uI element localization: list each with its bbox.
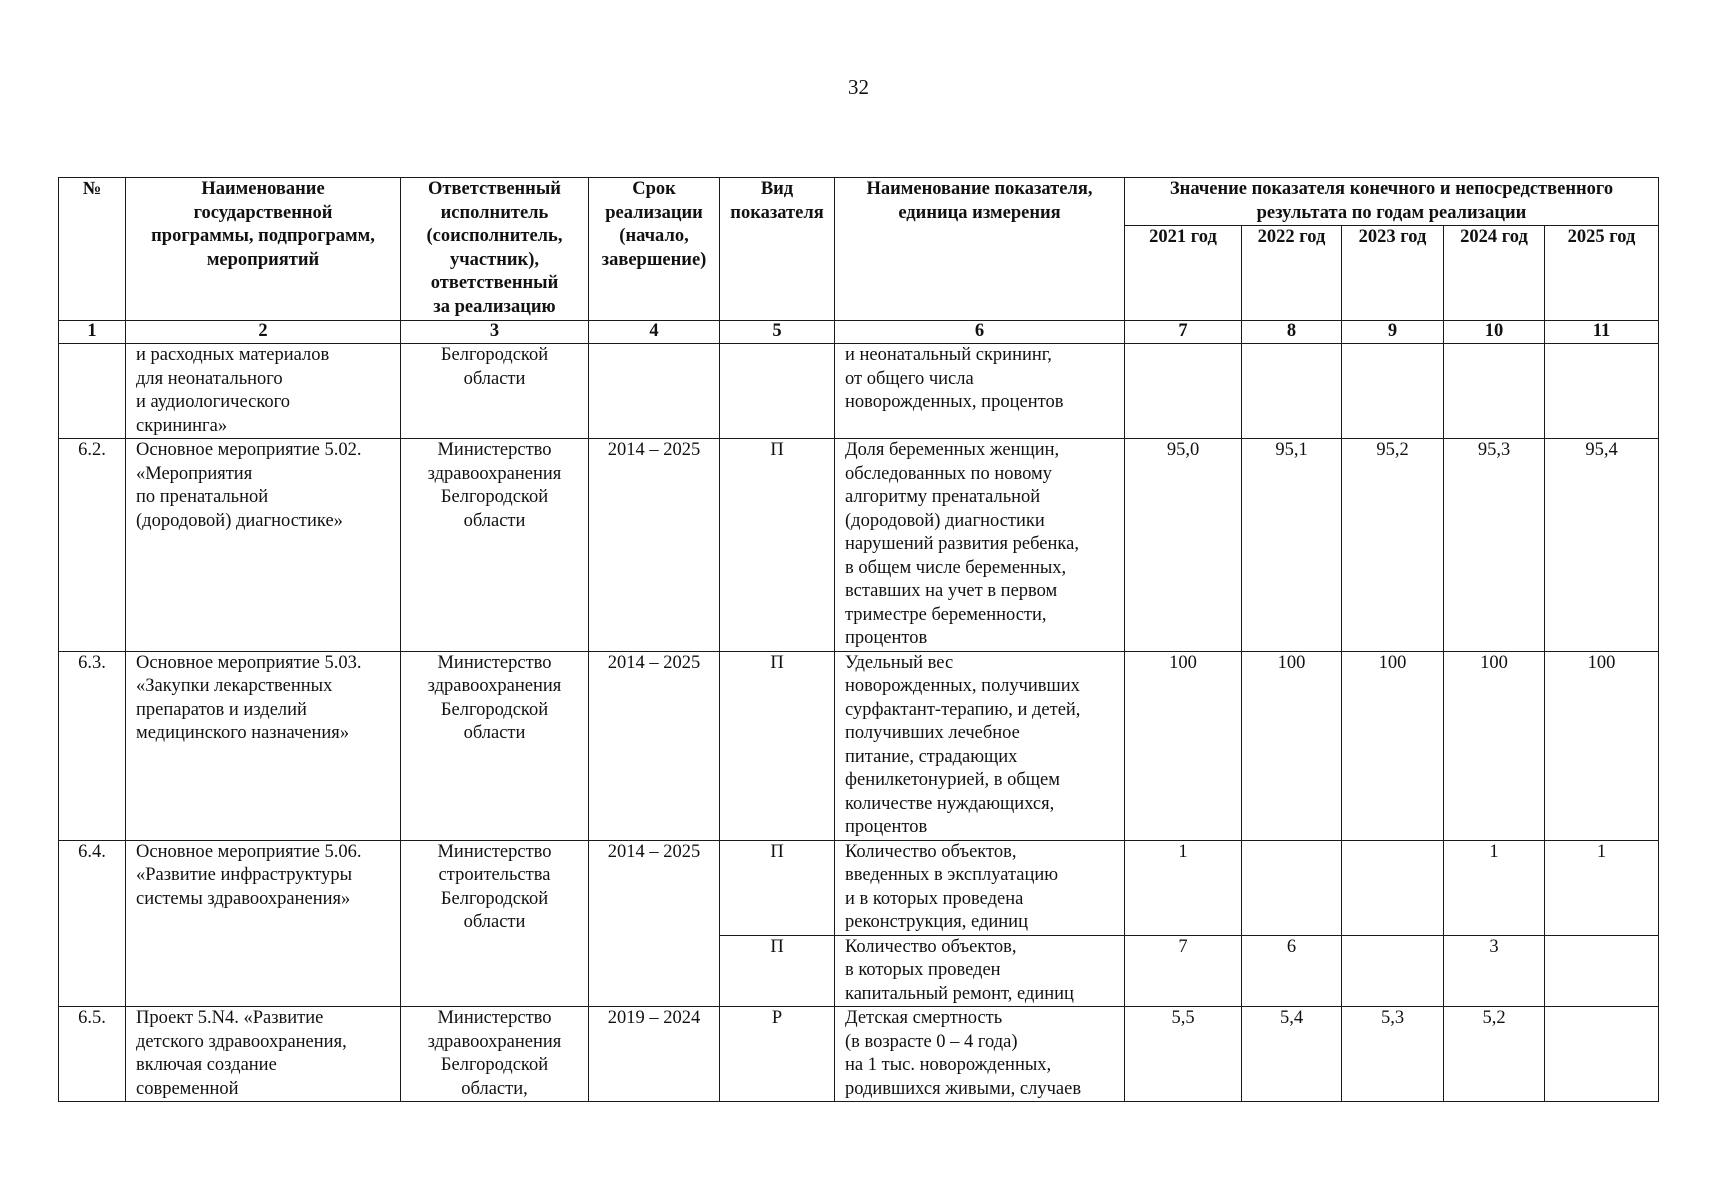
indicator-table xyxy=(58,177,1659,1102)
row-executor: Министерство здравоохранения Белгородской области xyxy=(401,439,589,652)
row-value-2023 xyxy=(1342,935,1444,1007)
row-value-2021 xyxy=(1125,344,1242,439)
row-term: 2019 – 2024 xyxy=(589,1007,720,1102)
row-program-name: Основное мероприятие 5.06. «Развитие инфраструктуры системы здравоохранения» xyxy=(126,840,401,1007)
column-number: 7 xyxy=(1125,321,1242,344)
row-number: 6.4. xyxy=(59,840,126,1007)
row-indicator-type: П xyxy=(720,439,835,652)
column-number: 1 xyxy=(59,321,126,344)
row-value-2024 xyxy=(1444,344,1545,439)
row-value-2024: 95,3 xyxy=(1444,439,1545,652)
row-indicator-name: и неонатальный скрининг, от общего числа новорожденных, процентов xyxy=(835,344,1125,439)
row-indicator-type xyxy=(720,344,835,439)
column-number: 3 xyxy=(401,321,589,344)
column-number: 4 xyxy=(589,321,720,344)
row-value-2024: 3 xyxy=(1444,935,1545,1007)
row-executor: Белгородской области xyxy=(401,344,589,439)
row-indicator-type: П xyxy=(720,651,835,840)
column-number: 11 xyxy=(1545,321,1659,344)
row-value-2021: 100 xyxy=(1125,651,1242,840)
row-executor: Министерство строительства Белгородской области xyxy=(401,840,589,1007)
table-row xyxy=(59,439,1659,652)
header-year-2021: 2021 год xyxy=(1125,226,1242,321)
row-value-2022: 100 xyxy=(1242,651,1342,840)
row-executor: Министерство здравоохранения Белгородской области xyxy=(401,651,589,840)
row-indicator-type: П xyxy=(720,840,835,935)
column-number: 5 xyxy=(720,321,835,344)
header-indicator-type: Вид показателя xyxy=(720,178,835,321)
header-program-name: Наименование государственной программы, подпрограмм, мероприятий xyxy=(126,178,401,321)
row-number: 6.3. xyxy=(59,651,126,840)
row-value-2023: 100 xyxy=(1342,651,1444,840)
row-indicator-name: Детская смертность (в возрасте 0 – 4 года) на 1 тыс. новорожденных, родившихся живыми, случаев xyxy=(835,1007,1125,1102)
row-value-2021: 7 xyxy=(1125,935,1242,1007)
header-number: № xyxy=(59,178,126,321)
row-value-2022 xyxy=(1242,344,1342,439)
column-number-row xyxy=(59,321,1659,344)
table-row xyxy=(59,1007,1659,1102)
row-value-2025: 100 xyxy=(1545,651,1659,840)
row-value-2021: 1 xyxy=(1125,840,1242,935)
header-executor: Ответственный исполнитель (соисполнитель, участник), ответственный за реализацию xyxy=(401,178,589,321)
row-indicator-type: Р xyxy=(720,1007,835,1102)
table-row xyxy=(59,840,1659,935)
row-term: 2014 – 2025 xyxy=(589,840,720,1007)
row-value-2025: 1 xyxy=(1545,840,1659,935)
row-indicator-name: Доля беременных женщин, обследованных по новому алгоритму пренатальной (дородовой) диагностики нарушений развития ребенка, в общем числе беременных, вставших на учет в первом триместре беременности, процентов xyxy=(835,439,1125,652)
row-value-2025 xyxy=(1545,1007,1659,1102)
row-indicator-name: Количество объектов, в которых проведен капитальный ремонт, единиц xyxy=(835,935,1125,1007)
row-executor: Министерство здравоохранения Белгородской области, xyxy=(401,1007,589,1102)
header-term: Срок реализации (начало, завершение) xyxy=(589,178,720,321)
row-number: 6.5. xyxy=(59,1007,126,1102)
row-value-2022 xyxy=(1242,840,1342,935)
header-year-2022: 2022 год xyxy=(1242,226,1342,321)
row-program-name: и расходных материалов для неонатального и аудиологического скрининга» xyxy=(126,344,401,439)
row-term: 2014 – 2025 xyxy=(589,439,720,652)
column-number: 9 xyxy=(1342,321,1444,344)
row-program-name: Основное мероприятие 5.02. «Мероприятия по пренатальной (дородовой) диагностике» xyxy=(126,439,401,652)
column-number: 6 xyxy=(835,321,1125,344)
row-value-2022: 95,1 xyxy=(1242,439,1342,652)
row-value-2023: 95,2 xyxy=(1342,439,1444,652)
header-indicator-name: Наименование показателя, единица измерения xyxy=(835,178,1125,321)
table-row xyxy=(59,651,1659,840)
row-number: 6.2. xyxy=(59,439,126,652)
header-values-group: Значение показателя конечного и непосредственного результата по годам реализации xyxy=(1125,178,1659,226)
row-indicator-name: Количество объектов, введенных в эксплуатацию и в которых проведена реконструкция, единиц xyxy=(835,840,1125,935)
page-number: 32 xyxy=(848,75,869,99)
header-row xyxy=(59,178,1659,226)
row-value-2021: 95,0 xyxy=(1125,439,1242,652)
column-number: 2 xyxy=(126,321,401,344)
header-year-2023: 2023 год xyxy=(1342,226,1444,321)
row-value-2023 xyxy=(1342,840,1444,935)
row-value-2024: 5,2 xyxy=(1444,1007,1545,1102)
row-value-2022: 6 xyxy=(1242,935,1342,1007)
row-value-2021: 5,5 xyxy=(1125,1007,1242,1102)
row-indicator-name: Удельный вес новорожденных, получивших сурфактант-терапию, и детей, получивших лечебное питание, страдающих фенилкетонурией, в общем количестве нуждающихся, процентов xyxy=(835,651,1125,840)
row-value-2023: 5,3 xyxy=(1342,1007,1444,1102)
row-value-2025: 95,4 xyxy=(1545,439,1659,652)
row-value-2023 xyxy=(1342,344,1444,439)
row-value-2024: 100 xyxy=(1444,651,1545,840)
row-value-2022: 5,4 xyxy=(1242,1007,1342,1102)
row-value-2025 xyxy=(1545,344,1659,439)
column-number: 8 xyxy=(1242,321,1342,344)
row-program-name: Основное мероприятие 5.03. «Закупки лекарственных препаратов и изделий медицинского назначения» xyxy=(126,651,401,840)
row-number xyxy=(59,344,126,439)
row-term xyxy=(589,344,720,439)
row-indicator-type: П xyxy=(720,935,835,1007)
table-row xyxy=(59,344,1659,439)
header-year-2024: 2024 год xyxy=(1444,226,1545,321)
row-program-name: Проект 5.N4. «Развитие детского здравоохранения, включая создание современной xyxy=(126,1007,401,1102)
header-year-2025: 2025 год xyxy=(1545,226,1659,321)
row-term: 2014 – 2025 xyxy=(589,651,720,840)
row-value-2025 xyxy=(1545,935,1659,1007)
row-value-2024: 1 xyxy=(1444,840,1545,935)
column-number: 10 xyxy=(1444,321,1545,344)
